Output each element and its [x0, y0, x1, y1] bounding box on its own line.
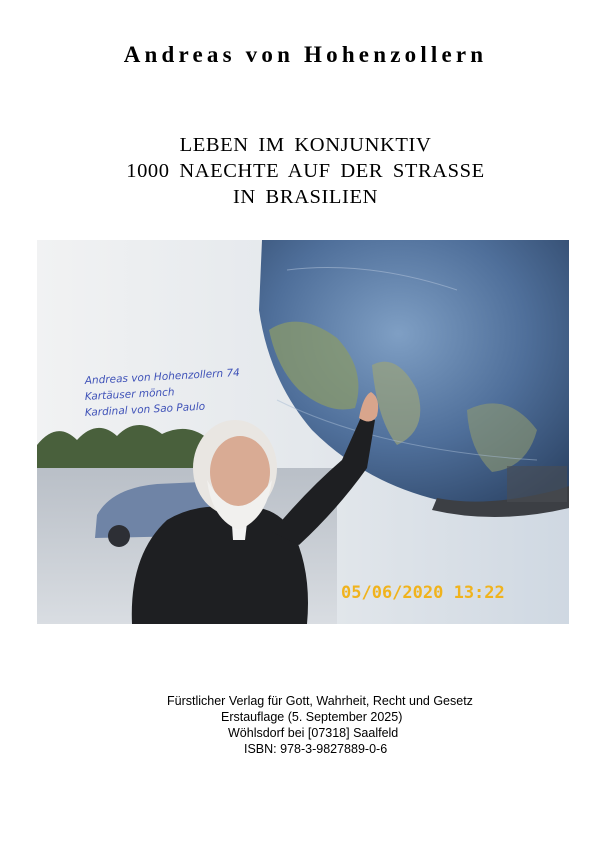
book-title — [0, 132, 611, 210]
title-line-3: IN BRASILIEN — [232, 186, 378, 208]
title-line-2: 1000 NAECHTE AUF DER STRASSE — [126, 160, 485, 182]
photo-timestamp: 05/06/2020 13:22 — [341, 583, 505, 603]
location-line: Wöhlsdorf bei [07318] Saalfeld — [228, 726, 399, 740]
handwriting-line-3: Kardinal von Sao Paulo — [84, 400, 206, 419]
cover-photo — [37, 240, 569, 624]
edition-line: Erstauflage (5. September 2025) — [221, 710, 403, 724]
handwriting-line-1: Andreas von Hohenzollern 74 — [84, 366, 241, 387]
isbn-line: ISBN: 978-3-9827889-0-6 — [244, 742, 388, 756]
publisher-line: Fürstlicher Verlag für Gott, Wahrheit, Recht und Gesetz — [167, 694, 473, 708]
title-line-1: LEBEN IM KONJUNKTIV — [179, 134, 432, 156]
author-name: Andreas von Hohenzollern — [123, 42, 488, 67]
handwriting-line-2: Kartäuser mönch — [84, 386, 175, 403]
